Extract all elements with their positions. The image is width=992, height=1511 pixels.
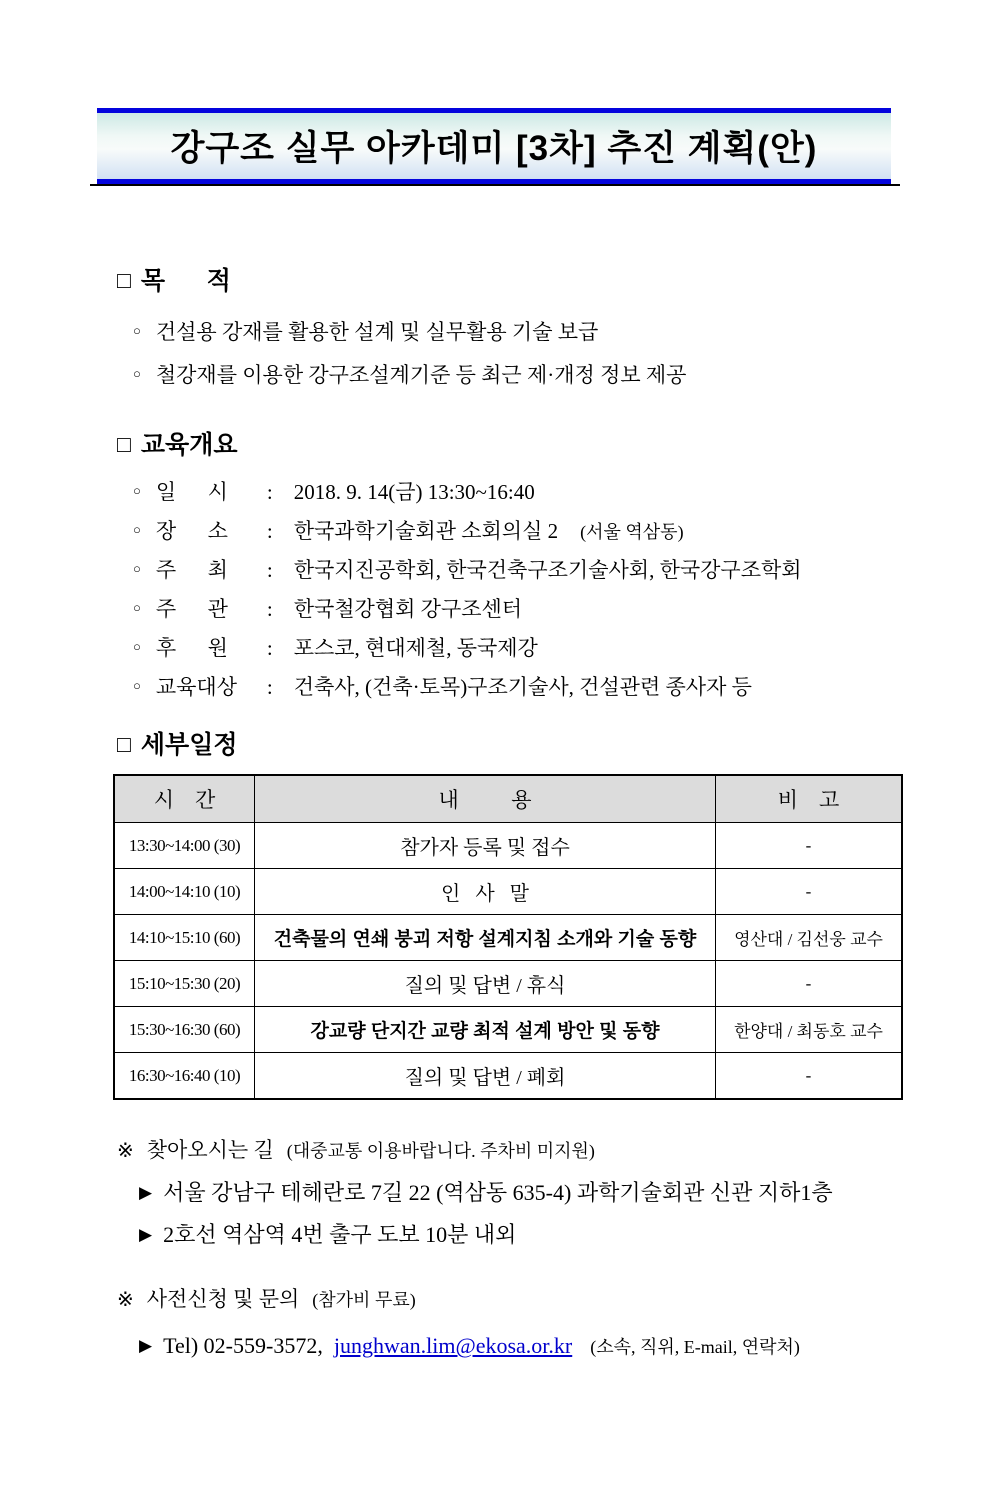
circle-bullet-icon: ○ <box>133 600 141 615</box>
colon: : <box>266 519 273 543</box>
cell-note: - <box>716 869 903 915</box>
purpose-item <box>0 355 992 398</box>
cell-content: 인 사 말 <box>255 869 716 915</box>
overview-item-value: 한국철강협회 강구조센터 <box>293 597 523 621</box>
contact-suffix: (소속, 직위, E-mail, 연락처) <box>590 1337 800 1357</box>
purpose-item-text: 건설용 강재를 활용한 설계 및 실무활용 기술 보급 <box>155 320 599 344</box>
cell-time: 14:00~14:10 (10) <box>114 869 255 915</box>
cell-note: - <box>716 961 903 1007</box>
table-row <box>114 915 902 961</box>
cell-content: 강교량 단지간 교량 최적 설계 방안 및 동향 <box>255 1007 716 1053</box>
col-header-content: 내 용 <box>255 775 716 823</box>
colon: : <box>266 636 273 660</box>
purpose-list <box>0 312 992 398</box>
reference-mark-icon: ※ <box>117 1289 134 1311</box>
directions-heading-line <box>0 1134 992 1167</box>
directions-item-text: 2호선 역삼역 4번 출구 도보 10분 내외 <box>163 1222 517 1247</box>
overview-item-label: 주 최 <box>155 558 228 582</box>
circle-bullet-icon: ○ <box>133 483 141 498</box>
circle-bullet-icon: ○ <box>133 561 141 576</box>
table-row <box>114 869 902 915</box>
cell-note: 영산대 / 김선웅 교수 <box>716 915 903 961</box>
cell-content: 질의 및 답변 / 폐회 <box>255 1053 716 1100</box>
banner-body <box>97 113 891 179</box>
circle-bullet-icon: ○ <box>133 323 141 338</box>
arrow-bullet-icon: ▶ <box>139 1225 153 1244</box>
overview-item-label: 교육대상 <box>155 675 238 699</box>
square-bullet-icon: □ <box>117 431 131 457</box>
purpose-item <box>0 312 992 355</box>
cell-time: 15:30~16:30 (60) <box>114 1007 255 1053</box>
directions-item-address <box>0 1173 992 1215</box>
purpose-item-text: 철강재를 이용한 강구조설계기준 등 최근 제·개정 정보 제공 <box>155 363 687 387</box>
cell-note: - <box>716 1053 903 1100</box>
circle-bullet-icon: ○ <box>133 366 141 381</box>
overview-item-hosts <box>0 552 992 591</box>
cell-note: - <box>716 823 903 869</box>
contact-email-link[interactable]: junghwan.lim@ekosa.or.kr <box>333 1333 573 1358</box>
cell-time: 16:30~16:40 (10) <box>114 1053 255 1100</box>
overview-item-value: 2018. 9. 14(금) 13:30~16:40 <box>293 480 535 504</box>
contact-tel: Tel) 02-559-3572, <box>163 1333 323 1358</box>
circle-bullet-icon: ○ <box>133 639 141 654</box>
circle-bullet-icon: ○ <box>133 522 141 537</box>
overview-item-value: 포스코, 현대제철, 동국제강 <box>293 636 538 660</box>
banner-underline <box>90 184 900 186</box>
colon: : <box>266 675 273 699</box>
colon: : <box>266 480 273 504</box>
col-header-time: 시 간 <box>114 775 255 823</box>
title-banner-inner <box>97 108 891 184</box>
square-bullet-icon: □ <box>117 267 131 293</box>
directions-heading-note: (대중교통 이용바랍니다. 주차비 미지원) <box>286 1141 595 1161</box>
colon: : <box>266 597 273 621</box>
document-title: 강구조 실무 아카데미 [3차] 추진 계획(안) <box>170 129 818 168</box>
table-row <box>114 961 902 1007</box>
reference-mark-icon: ※ <box>117 1140 134 1162</box>
section-heading-overview <box>0 430 992 460</box>
arrow-bullet-icon: ▶ <box>139 1336 153 1355</box>
cell-note: 한양대 / 최동호 교수 <box>716 1007 903 1053</box>
contact-block <box>0 1283 992 1368</box>
schedule-heading-label: 세부일정 <box>140 731 238 759</box>
overview-item-sponsors <box>0 630 992 669</box>
colon: : <box>266 558 273 582</box>
cell-content: 질의 및 답변 / 휴식 <box>255 961 716 1007</box>
cell-time: 15:10~15:30 (20) <box>114 961 255 1007</box>
arrow-bullet-icon: ▶ <box>139 1183 153 1202</box>
directions-item-subway <box>0 1215 992 1257</box>
table-header-row <box>114 775 902 823</box>
section-heading-purpose <box>0 266 992 296</box>
overview-item-value: 한국지진공학회, 한국건축구조기술사회, 한국강구조학회 <box>293 558 802 582</box>
contact-heading: 사전신청 및 문의 <box>146 1287 300 1311</box>
overview-item-audience <box>0 669 992 708</box>
square-bullet-icon: □ <box>117 731 131 757</box>
overview-item-label: 주 관 <box>155 597 228 621</box>
purpose-heading-label: 목 적 <box>140 267 231 295</box>
circle-bullet-icon: ○ <box>133 678 141 693</box>
table-row <box>114 1053 902 1100</box>
overview-item-label: 일 시 <box>155 480 228 504</box>
overview-item-datetime <box>0 474 992 513</box>
directions-item-text: 서울 강남구 테헤란로 7길 22 (역삼동 635-4) 과학기술회관 신관 지하1층 <box>163 1180 833 1205</box>
title-banner <box>90 108 900 186</box>
directions-heading: 찾아오시는 길 <box>146 1138 274 1162</box>
overview-heading-label: 교육개요 <box>140 431 238 459</box>
overview-item-label: 후 원 <box>155 636 228 660</box>
col-header-note: 비 고 <box>716 775 903 823</box>
contact-heading-note: (참가비 무료) <box>312 1290 416 1310</box>
section-heading-schedule <box>0 730 992 760</box>
schedule-table <box>113 774 903 1100</box>
cell-content: 건축물의 연쇄 붕괴 저항 설계지침 소개와 기술 동향 <box>255 915 716 961</box>
overview-item-venue <box>0 513 992 552</box>
overview-item-note: (서울 역삼동) <box>580 522 684 542</box>
contact-heading-line <box>0 1283 992 1316</box>
overview-item-value: 건축사, (건축·토목)구조기술사, 건설관련 종사자 등 <box>293 675 752 699</box>
overview-list <box>0 474 992 708</box>
cell-content: 참가자 등록 및 접수 <box>255 823 716 869</box>
overview-item-label: 장 소 <box>155 519 228 543</box>
table-row <box>114 1007 902 1053</box>
cell-time: 13:30~14:00 (30) <box>114 823 255 869</box>
overview-item-value: 한국과학기술회관 소회의실 2 <box>293 519 559 543</box>
table-row <box>114 823 902 869</box>
overview-item-organizer <box>0 591 992 630</box>
contact-tel-line <box>0 1326 992 1368</box>
directions-block <box>0 1134 992 1257</box>
cell-time: 14:10~15:10 (60) <box>114 915 255 961</box>
